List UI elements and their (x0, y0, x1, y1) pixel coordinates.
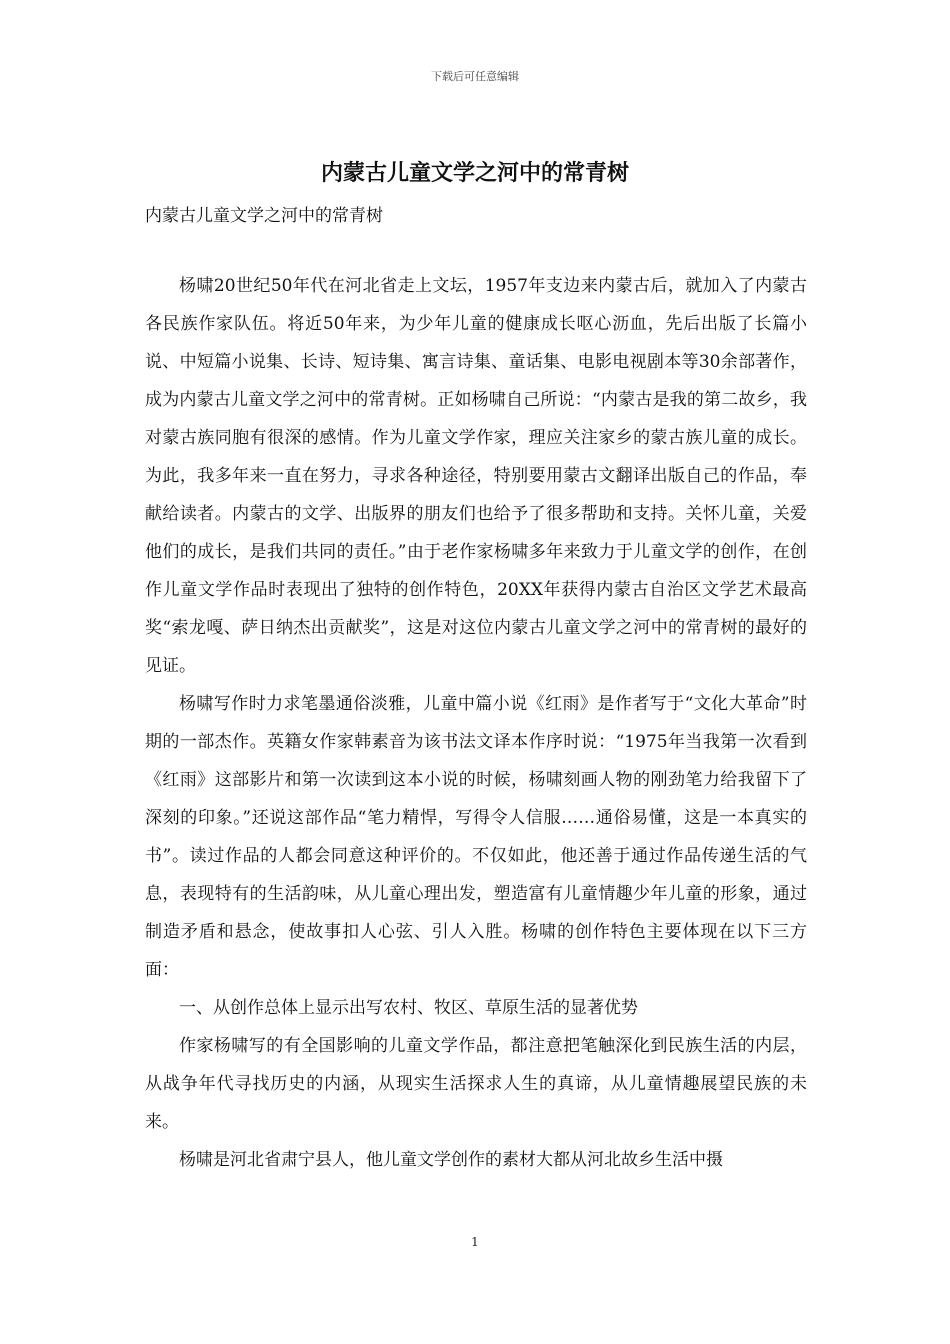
section-heading-1: 一、从创作总体上显示出写农村、牧区、草原生活的显著优势 (179, 998, 638, 1018)
paragraph-4: 杨啸是河北省肃宁县人，他儿童文学创作的素材大都从河北故乡生活中摄 (179, 1150, 723, 1170)
document-body (145, 267, 807, 1179)
page-header-note: 下载后可任意编辑 (431, 70, 519, 83)
document-title: 内蒙古儿童文学之河中的常青树 (320, 161, 629, 186)
document-subtitle: 内蒙古儿童文学之河中的常青树 (145, 206, 383, 226)
paragraph-3: 作家杨啸写的有全国影响的儿童文学作品，都注意把笔触深化到民族生活的内层，从战争年代寻找历史的内涵，从现实生活探求人生的真谛，从儿童情趣展望民族的未来。 (145, 1036, 807, 1132)
paragraph-2: 杨啸写作时力求笔墨通俗淡雅，儿童中篇小说《红雨》是作者写于“文化大革命”时期的一部杰作。英籍女作家韩素音为该书法文译本作序时说：“1975年当我第一次看到《红雨》这部影片和第一次读到这本小说的时候，杨啸刻画人物的刚劲笔力给我留下了深刻的印象。”还说这部作品“笔力精悍，写得令人信服……通俗易懂，这是一本真实的书”。读过作品的人都会同意这种评价的。不仅如此，他还善于通过作品传递生活的气息，表现特有的生活韵味，从儿童心理出发，塑造富有儿童情趣少年儿童的形象，通过制造矛盾和悬念，使故事扣人心弦、引人入胜。杨啸的创作特色主要体现在以下三方面： (145, 694, 807, 980)
page-number: 1 (471, 1235, 479, 1249)
paragraph-1: 杨啸20世纪50年代在河北省走上文坛，1957年支边来内蒙古后，就加入了内蒙古各民族作家队伍。将近50年来，为少年儿童的健康成长呕心沥血，先后出版了长篇小说、中短篇小说集、长诗、短诗集、寓言诗集、童话集、电影电视剧本等30余部著作，成为内蒙古儿童文学之河中的常青树。正如杨啸自己所说：“内蒙古是我的第二故乡，我对蒙古族同胞有很深的感情。作为儿童文学作家，理应关注家乡的蒙古族儿童的成长。为此，我多年来一直在努力，寻求各种途径，特别要用蒙古文翻译出版自己的作品，奉献给读者。内蒙古的文学、出版界的朋友们也给予了很多帮助和支持。关怀儿童，关爱他们的成长，是我们共同的责任。”由于老作家杨啸多年来致力于儿童文学的创作，在创作儿童文学作品时表现出了独特的创作特色，20XX年获得内蒙古自治区文学艺术最高奖“索龙嘎、萨日纳杰出贡献奖”，这是对这位内蒙古儿童文学之河中的常青树的最好的见证。 (145, 276, 807, 676)
